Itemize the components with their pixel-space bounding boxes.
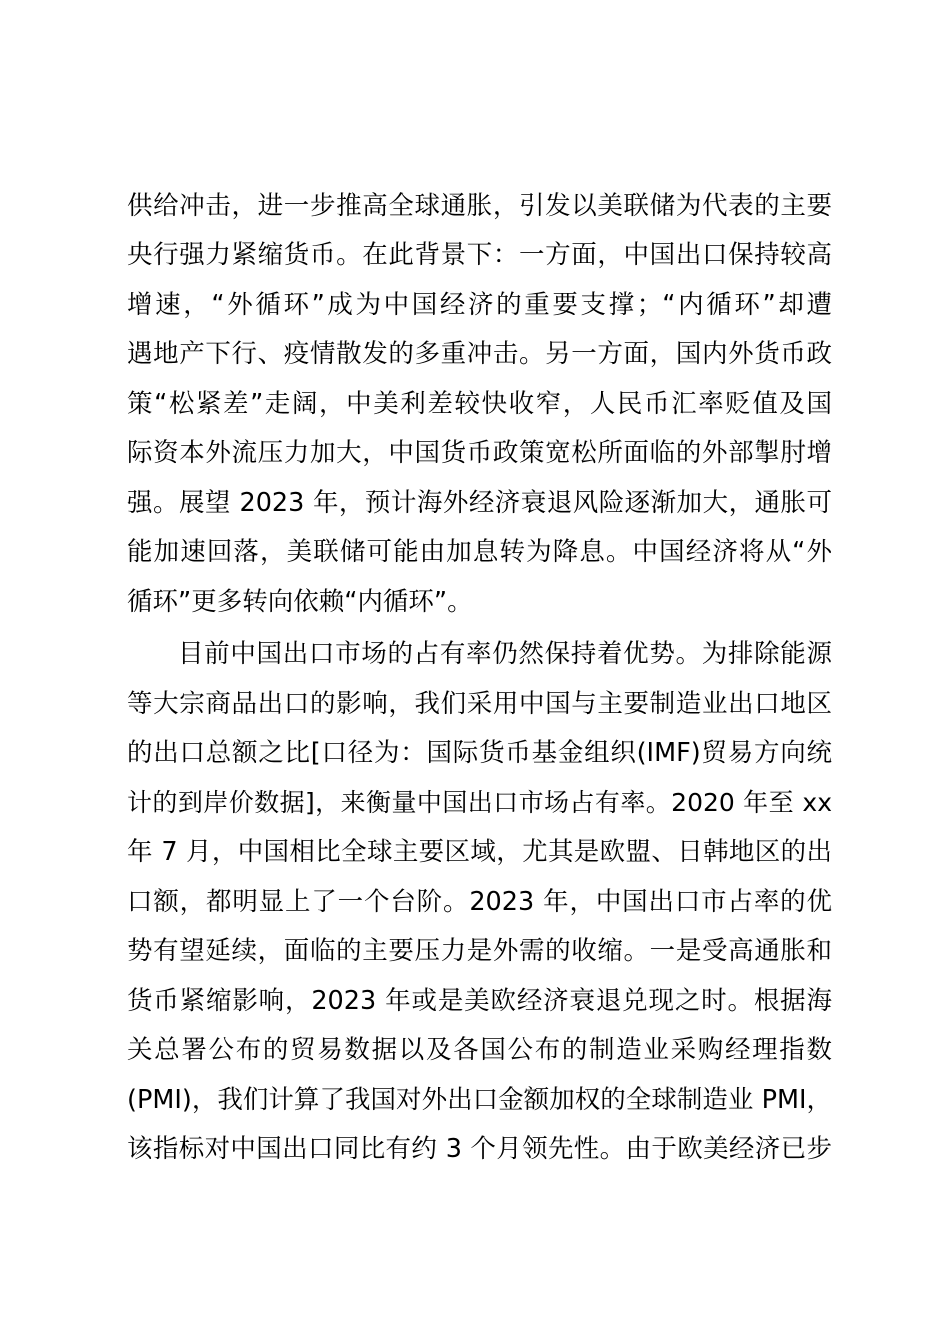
text-line: 强。展望 2023 年，预计海外经济衰退风险逐渐加大，通胀可 [127,488,832,518]
text-line: 计的到岸价数据]，来衡量中国出口市场占有率。2020 年至 xx [127,788,832,817]
text-line: 关总署公布的贸易数据以及各国公布的制造业采购经理指数 [127,1035,832,1065]
text-line: 循环”更多转向依赖“内循环”。 [127,587,473,617]
text-line: 增速，“外循环”成为中国经济的重要支撑；“内循环”却遭 [127,290,832,320]
text-line: 遇地产下行、疫情散发的多重冲击。另一方面，国内外货币政 [127,339,832,369]
text-line: 该指标对中国出口同比有约 3 个月领先性。由于欧美经济已步 [127,1134,832,1164]
text-line: 势有望延续，面临的主要压力是外需的收缩。一是受高通胀和 [127,936,832,966]
text-line: 策“松紧差”走阔，中美利差较快收窄，人民币汇率贬值及国 [127,389,832,419]
text-line: 供给冲击，进一步推高全球通胀，引发以美联储为代表的主要 [127,191,832,221]
text-line: 货币紧缩影响，2023 年或是美欧经济衰退兑现之时。根据海 [127,986,832,1016]
text-line: 目前中国出口市场的占有率仍然保持着优势。为排除能源 [178,639,832,669]
text-line: (PMI)，我们计算了我国对外出口金额加权的全球制造业 PMI， [127,1085,832,1115]
text-line: 际资本外流压力加大，中国货币政策宽松所面临的外部掣肘增 [127,438,832,468]
text-line: 口额，都明显上了一个台阶。2023 年，中国出口市占率的优 [127,887,832,917]
text-line: 央行强力紧缩货币。在此背景下：一方面，中国出口保持较高 [127,240,832,270]
text-line: 等大宗商品出口的影响，我们采用中国与主要制造业出口地区 [127,689,832,719]
text-line: 年 7 月，中国相比全球主要区域，尤其是欧盟、日韩地区的出 [127,837,832,867]
text-line: 的出口总额之比[口径为：国际货币基金组织(IMF)贸易方向统 [127,738,832,768]
text-line: 能加速回落，美联储可能由加息转为降息。中国经济将从“外 [127,537,832,567]
